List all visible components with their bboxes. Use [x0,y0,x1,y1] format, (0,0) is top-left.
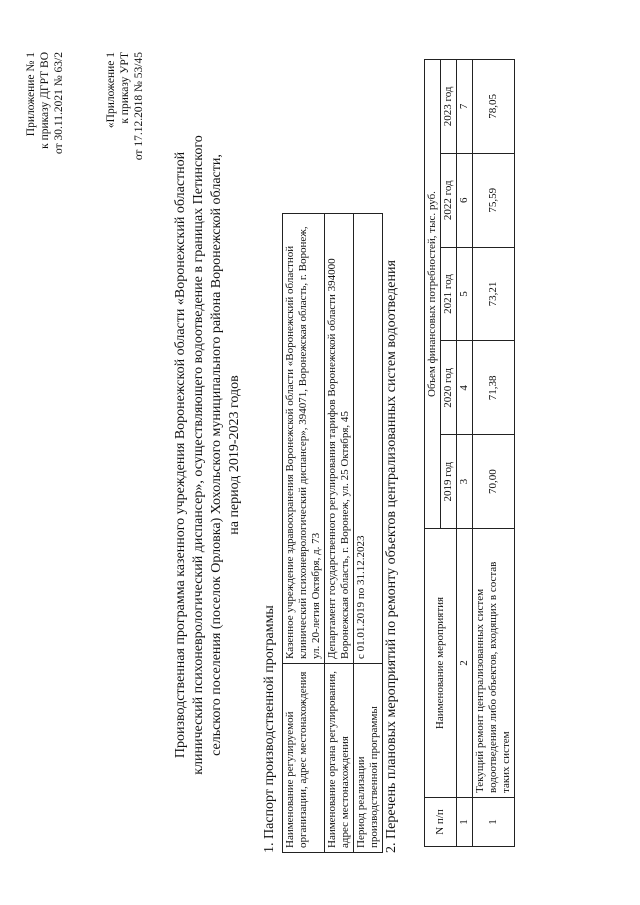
row-name-cell: Текущий ремонт централизованных систем водоотведения либо объектов, входящих в состав таких систем [473,529,515,798]
year-header: 2020 год [441,341,457,435]
index-cell: 7 [457,60,473,154]
appendix-block-1 [24,52,66,154]
table-row [354,214,383,853]
appendix-1-line-1: Приложение № 1 [25,52,37,137]
table-header-row [425,60,441,847]
table-row [457,60,473,847]
passport-label: Наименование регулируемой организации, адрес местонахождения [283,664,325,853]
year-header: 2021 год [441,247,457,341]
col-name-header: Наименование мероприятия [425,529,457,798]
index-cell: 3 [457,435,473,529]
index-cell: 4 [457,341,473,435]
appendix-2-line-1: «Приложение 1 [105,52,117,129]
value-cell: 78,05 [473,60,515,154]
appendix-2-line-3: от 17.12.2018 № 53/45 [133,52,145,161]
passport-label: Наименование органа регулирования, адрес местонахождения [325,664,354,853]
appendix-2-line-2: к приказу УРТ [119,52,131,124]
title-line-4: на период 2019-2023 годов [227,375,242,535]
passport-table [282,213,383,853]
section-1-heading: 1. Паспорт производственной программы [262,605,277,853]
works-table [424,59,515,847]
title-line-2: клинический психоневрологический диспансер», осуществляющего водоотведение в границах Петинского [191,135,206,775]
col-volume-header: Объем финансовых потребностей, тыс. руб. [425,60,441,529]
index-cell: 2 [457,529,473,798]
appendix-block-2 [104,52,146,160]
document-title [172,105,244,805]
table-row [325,214,354,853]
table-row [473,60,515,847]
passport-value: с 01.01.2019 по 31.12.2023 [354,214,383,664]
title-line-3: сельского поселения (поселок Орловка) Хохольского муниципального района Воронежской области, [209,154,224,756]
value-cell: 73,21 [473,247,515,341]
year-header: 2019 год [441,435,457,529]
value-cell: 75,59 [473,153,515,247]
value-cell: 71,38 [473,341,515,435]
appendix-1-line-2: к приказу ДГРТ ВО [39,52,51,149]
passport-value: Казенное учреждение здравоохранения Воронежской области «Воронежский областной клинический психоневрологический диспансер», 394071, Воронежская область, г. Воронеж, ул. 20-летия Октября, д. 73 [283,214,325,664]
appendix-1-line-3: от 30.11.2021 № 63/2 [53,52,65,154]
year-header: 2023 год [441,60,457,154]
row-num-cell: 1 [473,798,515,847]
passport-value: Департамент государственного регулирования тарифов Воронежской области 394000 Воронежская область, г. Воронеж, ул. 25 Октября, 45 [325,214,354,664]
title-line-1: Производственная программа казенного учреждения Воронежской области «Воронежский областной [173,151,188,759]
index-cell: 6 [457,153,473,247]
year-header: 2022 год [441,153,457,247]
section-2-heading: 2. Перечень плановых мероприятий по ремонту объектов централизованных систем водоотведения [384,260,399,853]
value-cell: 70,00 [473,435,515,529]
table-row [283,214,325,853]
index-cell: 1 [457,798,473,847]
passport-label: Период реализации производственной программы [354,664,383,853]
col-num-header: N п/п [425,798,457,847]
index-cell: 5 [457,247,473,341]
